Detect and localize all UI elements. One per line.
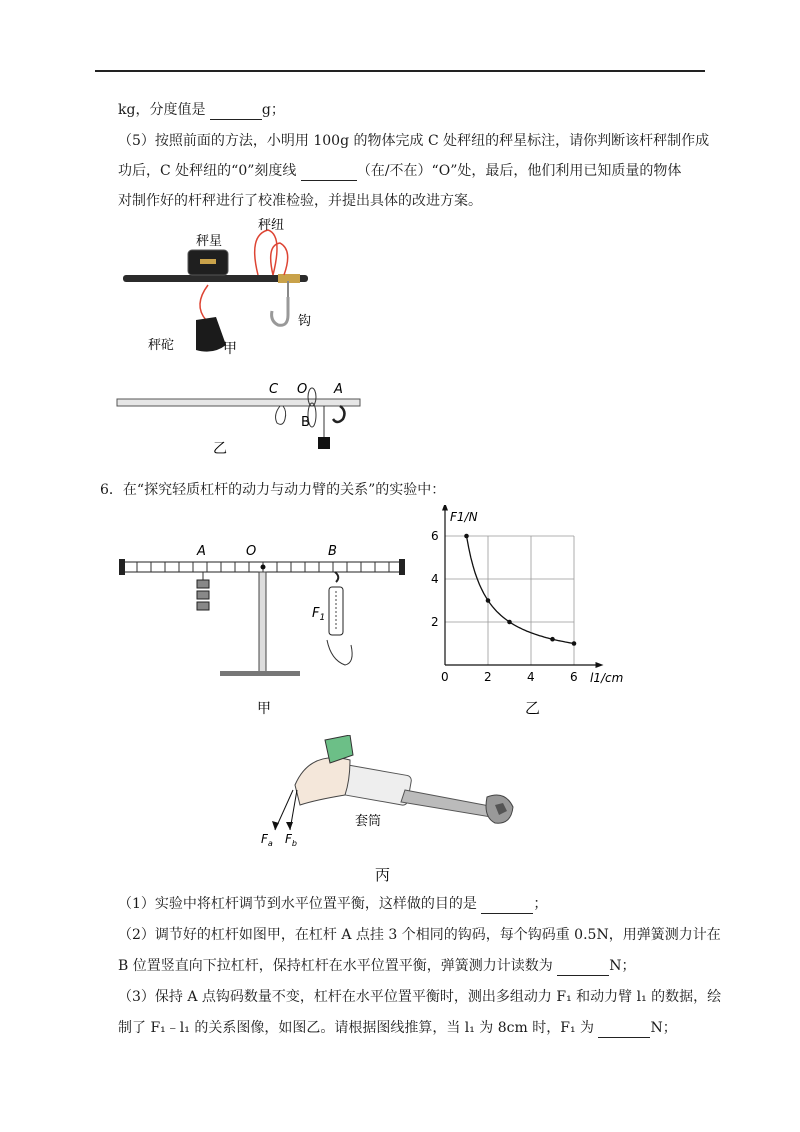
label-o: O <box>297 382 308 397</box>
wrench-handle <box>401 790 495 817</box>
q6-part-3-line-2 <box>118 1018 677 1038</box>
label-f1: $F_1$ <box>312 606 326 623</box>
figure-caption: 甲 <box>257 701 271 717</box>
label-knob: 秤纽 <box>258 218 285 233</box>
text-fragment: ； <box>533 896 548 912</box>
x-tick-label: 2 <box>484 670 492 684</box>
y-axis-arrow <box>442 505 448 511</box>
hook-weight-2 <box>197 591 209 599</box>
pivot-o <box>261 565 266 570</box>
star-marker-inlay <box>200 259 216 264</box>
label-o: O <box>246 544 257 559</box>
steelyard-bar <box>117 399 360 406</box>
y-tick-label: 2 <box>431 615 439 629</box>
spring-hook <box>335 572 338 582</box>
chart-grid <box>445 536 574 665</box>
stand-base <box>220 671 300 676</box>
text-fragment: 制了 F₁﹣l₁ 的关系图像，如图乙。请根据图线推算，当 l₁ 为 8cm 时，F₁ 为 <box>118 1020 599 1036</box>
chart-x-label: l1/cm <box>590 671 624 685</box>
q5-line-2 <box>118 161 681 181</box>
hand <box>295 758 350 805</box>
label-a: A <box>197 544 206 559</box>
label-fa: $F_a$ <box>261 832 273 848</box>
x-axis-arrow <box>596 662 604 668</box>
data-point <box>550 637 555 642</box>
q6-title: 6．在“探究轻质杠杆的动力与动力臂的关系”的实验中： <box>100 482 446 498</box>
text-fragment: N； <box>609 958 636 974</box>
label-sleeve: 套筒 <box>355 814 382 829</box>
hook-weight-1 <box>197 580 209 588</box>
chart-ticks <box>431 529 578 684</box>
data-point <box>572 641 577 646</box>
red-string-loop <box>271 243 288 275</box>
hook-weight-3 <box>197 602 209 610</box>
text-fragment: B 位置竖直向下拉杠杆，保持杠杆在水平位置平衡，弹簧测力计读数为 <box>118 958 558 974</box>
red-string-weight <box>200 285 208 320</box>
q6-part-1 <box>118 894 547 914</box>
label-b: B <box>328 544 337 559</box>
chart-axes <box>442 505 604 668</box>
f1-l1-chart <box>415 505 640 720</box>
x-tick-label: 0 <box>441 670 449 684</box>
lever-end-right <box>399 559 405 575</box>
chart-curve <box>467 536 575 644</box>
counterweight <box>196 317 226 352</box>
y-tick-label: 4 <box>431 572 439 586</box>
label-weight: 秤砣 <box>148 338 175 353</box>
text-fragment: kg，分度值是 <box>118 102 210 118</box>
answer-blank[interactable] <box>210 105 262 120</box>
data-point <box>486 598 491 603</box>
chart-points <box>464 534 576 646</box>
lever-end-left <box>119 559 125 575</box>
x-tick-label: 6 <box>570 670 578 684</box>
label-c: C <box>269 382 279 397</box>
figure-caption: 乙 <box>525 699 541 717</box>
answer-blank[interactable] <box>481 899 533 914</box>
text-fragment: （在/不在）“O”处，最后，他们利用已知质量的物体 <box>356 163 682 179</box>
y-tick-label: 6 <box>431 529 439 543</box>
answer-blank[interactable] <box>557 961 609 976</box>
text-fragment: 功后，C 处秤纽的“0”刻度线 <box>118 163 301 179</box>
figure-caption: 乙 <box>213 441 227 457</box>
text-fragment: g； <box>261 102 285 118</box>
data-point <box>507 620 512 625</box>
q6-part-3-line-1: （3）保持 A 点钩码数量不变，杠杆在水平位置平衡时，测出多组动力 F₁ 和动力臂 l₁ 的数据，绘 <box>118 989 722 1005</box>
figure-caption: 丙 <box>375 866 391 884</box>
chart-y-label: F1/N <box>450 510 478 524</box>
q5-line-3: 对制作好的杆秤进行了校准检验，并提出具体的改进方案。 <box>118 193 482 209</box>
answer-blank[interactable] <box>598 1023 650 1038</box>
weight-block <box>318 437 330 449</box>
hand-outline <box>327 640 352 665</box>
knob-c-loop <box>276 406 286 424</box>
label-fb: $F_b$ <box>285 832 297 848</box>
lever-figure <box>115 535 415 720</box>
text-line-unit <box>118 100 285 120</box>
arrow-head-b <box>286 822 293 830</box>
text-fragment: N； <box>650 1020 677 1036</box>
hook-a <box>333 406 344 422</box>
text-fragment: （1）实验中将杠杆调节到水平位置平衡，这样做的目的是 <box>118 896 482 912</box>
stand-pole <box>259 572 266 672</box>
steelyard-diagram-figure <box>115 375 375 465</box>
wrench-figure <box>255 735 525 890</box>
q6-part-2-line-1: （2）调节好的杠杆如图甲，在杠杆 A 点挂 3 个相同的钩码，每个钩码重 0.5N，用弹簧测力计在 <box>118 927 721 943</box>
label-star: 秤星 <box>196 234 223 249</box>
x-tick-label: 4 <box>527 670 535 684</box>
figure-caption: 甲 <box>223 341 237 357</box>
red-string-loop <box>255 230 277 275</box>
answer-blank[interactable] <box>301 166 357 181</box>
sleeve-cuff <box>325 735 353 763</box>
steelyard-photo-figure <box>118 215 318 365</box>
hook-shape <box>272 297 288 325</box>
label-a: A <box>334 382 343 397</box>
data-point <box>464 534 469 539</box>
label-hook: 钩 <box>298 314 312 329</box>
label-b: B <box>301 415 310 430</box>
q6-part-2-line-2 <box>118 956 635 976</box>
q5-line-1: （5）按照前面的方法，小明用 100g 的物体完成 C 处秤纽的秤星标注，请你判断该杆秤制作成 <box>118 133 710 149</box>
header-rule <box>95 70 705 72</box>
